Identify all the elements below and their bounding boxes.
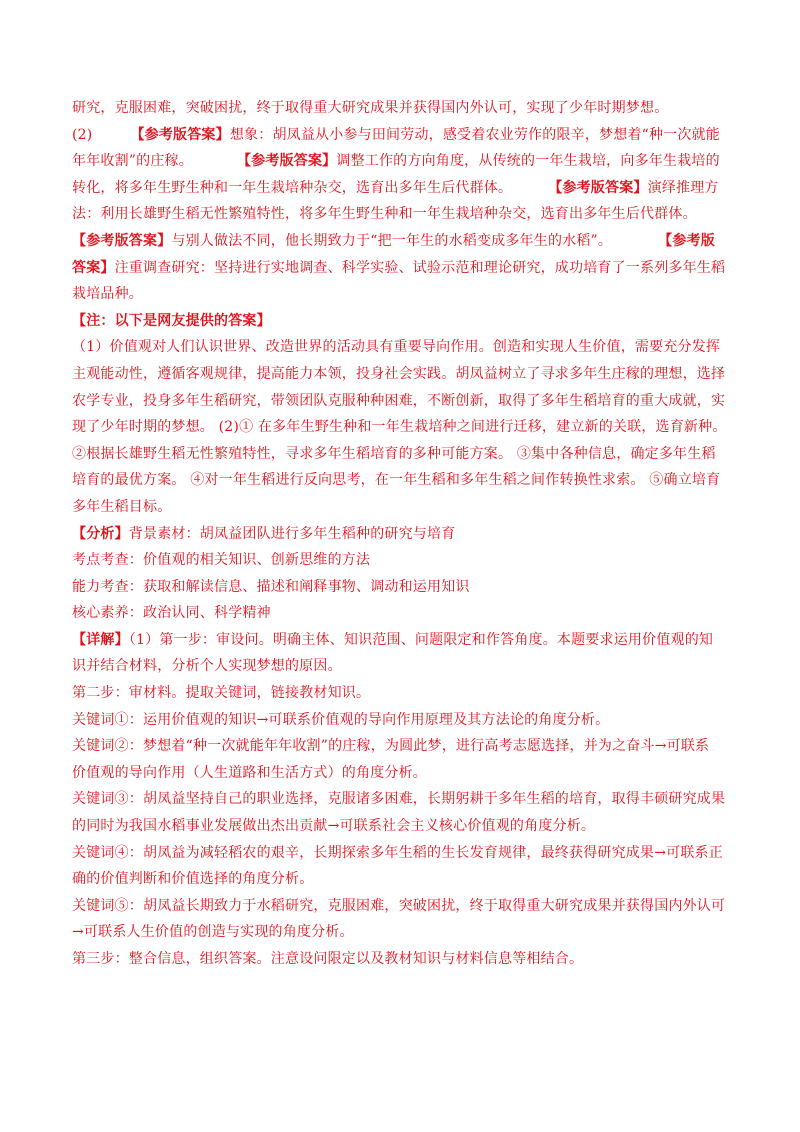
- text-line: 考点考查：价值观的相关知识、创新思维的方法: [72, 552, 371, 569]
- text-line: 第二步：审材料。提取关键词，链接教材知识。: [72, 685, 371, 702]
- text-line: 能力考查：获取和解读信息、描述和阐释事物、调动和运用知识: [72, 578, 470, 595]
- text-segment: 想象：胡凤益从小参与田间劳动，感受着农业劳作的限辛，梦想着“种一次就能: [229, 126, 720, 143]
- text-line: 法：利用长雄野生稻无性繁殖特性，将多年生野生种和一年生栽培种杂交，选育出多年生后代群体。: [72, 206, 697, 223]
- question-number: (2): [72, 126, 93, 143]
- text-segment: 与别人做法不同，他长期致力于“把一年生的水稻变成多年生的水稻”。: [171, 232, 613, 249]
- text-line: 识并结合材料，分析个人实现梦想的原因。: [72, 658, 342, 675]
- text-line: 多年生稻目标。: [72, 498, 172, 515]
- text-line: 关键词②：梦想着“种一次就能年年收割”的庄稼，为圆此梦，进行高考志愿选择，并为之奋斗→可联系: [72, 738, 710, 755]
- text-line: 关键词①：运用价值观的知识→可联系价值观的导向作用原理及其方法论的角度分析。: [72, 711, 610, 728]
- text-line: 主观能动性，遵循客观规律，提高能力本领，投身社会实践。胡凤益树立了寻求多年生庄稼的理想，选择: [72, 365, 726, 382]
- answer-tag: 答案】: [72, 259, 115, 276]
- text-line: （1）价值观对人们认识世界、改造世界的活动具有重要导向作用。创造和实现人生价值，需要充分发挥: [72, 339, 721, 356]
- text-line: 的同时为我国水稻事业发展做出杰出贡献→可联系社会主义核心价值观的角度分析。: [72, 818, 596, 835]
- text-segment: 演绎推理方: [647, 179, 719, 196]
- text-line: 现了少年时期的梦想。 (2)① 在多年生野生种和一年生栽培种之间进行迁移，建立新的关联，选育新种。: [72, 419, 727, 436]
- analysis-tag: 【分析】: [72, 525, 129, 542]
- answer-tag: 【参考版答案】: [130, 126, 230, 143]
- answer-tag: 【参考版答案】: [72, 232, 172, 249]
- text-line: 栽培品种。: [72, 286, 143, 303]
- text-line: 关键词③：胡凤益坚持自己的职业选择，克服诸多困难，长期躬耕于多年生稻的培育，取得丰硕研究成果: [72, 791, 726, 808]
- text-line: [72, 148, 732, 175]
- text-segment: 年年收割”的庄稼。: [72, 153, 193, 170]
- text-line: [72, 228, 732, 255]
- text-line: →可联系人生价值的创造与实现的角度分析。: [72, 924, 354, 941]
- answer-tag: 【参考版答案】: [548, 179, 648, 196]
- text-line: 农学专业，投身多年生稻研究，带领团队克服种种困难，不断创新，取得了多年生稻培育的重大成就，实: [72, 392, 726, 409]
- text-line: 确的价值判断和价值选择的角度分析。: [72, 871, 314, 888]
- text-line: [72, 255, 732, 282]
- text-segment: 背景素材：胡凤益团队进行多年生稻种的研究与培育: [128, 525, 456, 542]
- text-line: [72, 175, 732, 202]
- text-line: 研究，克服困难，突破困扰，终于取得重大研究成果并获得国内外认可，实现了少年时期梦想。: [72, 100, 669, 116]
- text-line: [72, 122, 732, 149]
- note-heading: 【注：以下是网友提供的答案】: [72, 312, 271, 329]
- text-line: 培育的最优方案。 ④对一年生稻进行反向思考，在一年生稻和多年生稻之间作转换性求索。 ⑤确立培育: [72, 472, 721, 489]
- document-page: [72, 95, 732, 973]
- answer-tag: 【参考版: [658, 232, 715, 249]
- text-line: ②根据长雄野生稻无性繁殖特性，寻求多年生稻培育的多种可能方案。 ③集中各种信息，确定多年生稻: [72, 445, 716, 462]
- text-segment: 调整工作的方向角度，从传统的一年生栽培，向多年生栽培的: [336, 153, 720, 170]
- text-line: 关键词④：胡凤益为减轻稻农的艰辛，长期探索多年生稻的生长发育规律，最终获得研究成果→可联系正: [72, 844, 723, 861]
- text-line: 核心素养：政治认同、科学精神: [72, 605, 271, 622]
- text-line: [72, 521, 732, 548]
- text-line: 第三步：整合信息，组织答案。注意设问限定以及教材知识与材料信息等相结合。: [72, 951, 584, 967]
- answer-tag: 【参考版答案】: [236, 153, 337, 170]
- text-line: 价值观的导向作用（人生道路和生活方式）的角度分析。: [72, 764, 427, 781]
- text-segment: （1）第一步：审设问。明确主体、知识范围、问题限定和作答角度。本题要求运用价值观的知: [128, 631, 714, 648]
- text-line: [72, 627, 732, 654]
- text-segment: 注重调查研究：坚持进行实地调查、科学实验、试验示范和理论研究，成功培育了一系列多年生稻: [114, 259, 726, 276]
- text-segment: 转化，将多年生野生种和一年生栽培种杂交，选育出多年生后代群体。: [72, 179, 513, 196]
- detail-tag: 【详解】: [72, 631, 129, 648]
- text-line: 关键词⑤：胡凤益长期致力于水稻研究，克服困难，突破困扰，终于取得重大研究成果并获得国内外认可: [72, 897, 726, 914]
